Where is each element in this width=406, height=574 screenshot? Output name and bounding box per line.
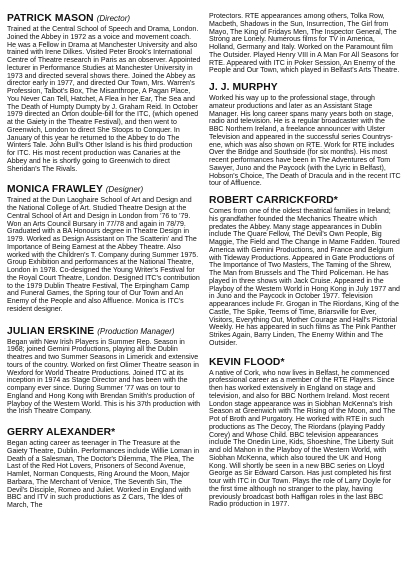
bio-monica-frawley [7, 184, 202, 313]
bio-name: MONICA FRAWLEY [7, 184, 103, 196]
bio-heading [209, 357, 401, 369]
right-column [209, 13, 401, 512]
bio-role: (Production Manager) [97, 326, 175, 336]
left-column [7, 13, 202, 513]
bio-gerry-alexander-continued [209, 13, 401, 75]
bio-name: PATRICK MASON [7, 13, 94, 24]
bio-text: Worked his way up to the professional stage, through amateur productions and later as an Assistant Stage Manager. His long career spans many years both on stage, radio and television. He is a regular broadcaster with the BBC Northern Ireland, a freelance announcer with Ulster Television and appeared in the successful series Countrys- ene, which was also shown on RTE. Work for RTE includes Over the Bridge and Southside (for six months). His most recent performances have been in The Adventures of Tom Sawyer, Juno and the Paycock (with the Lyric in Belfast), Hobson's Choice, The Death of Dracula and in the recent ITC tour of Affluence. [209, 95, 401, 188]
bio-text: Protectors. RTE appearances among others, Tolka Row, Macbeth, Shadows in the Sun, Insurrection, The Girl from Mayo, The King of Fridays Men, The Inspector General, The Strong are Lonely. Numerous films for TV in America, Holland, Germany and Italy. Worked on the Paramount film The Outsider. Played Henry VIII in A Man For All Seasons for RTE. Appeared with ITC in Poker Session, An Enemy of the People and Our Town, which played in Belfast's Arts Theatre. [209, 13, 400, 75]
bio-name: KEVIN FLOOD* [209, 356, 285, 368]
bio-text: Began acting career as teenager in The Treasure at the Gaiety Theatre, Dublin. Performances include Willie Loman in Death of a Salesman, The Doctor's Dilemma, The Plea, The Last of the Red Hot Lovers, Prisoners of Second Avenue, Hamlet, Norman Conquests, Ring Around the Moon, Major Barbara, The Merchant of Venice, The Seventh Sin, The Devil's Disciple, Romeo and Juliet. Worked in England with BBC and ITV in such productions as Z Cars, The Ides of March, The [7, 440, 200, 509]
bio-text: Trained at the Central School of Speech and Drama, London. Joined the Abbey in 1972 as a voice and movement coach. He was a Fellow in Drama at Manchester University and also trained with Irene Dilkes. Visited Peter Brook's International Centre of Theatre research in Paris as an observer. Appointed lecturer in Performance Studies at Manchester University in 1973 and directed several shows there. Joined the Abbey as director early in 1977, and directed Our Town, Mrs. Warren's Profession, Talbot's Box, The Misanthrope, A Pagan Place, You Never Can Tell, Hatchet, A Flea in her Ear, The Sea and The Death of Humpty Dumpty by J. Graham Reid. In October 1979 directed an Orton double-bill for the ITC, (which opened at the Gaiety in the Theatre Festival), and then went to Greenwich, London to direct She Stoops to Conquer. In January of this year he returned to the Abbey to do The Winters Tale. John Bull's Other Island is his third production for ITC. His most recent production was Canaries at the Abbey and he is shortly going to Greenwich to direct Sheridan's The Rivals. [7, 26, 201, 173]
bio-name: JULIAN ERSKINE [7, 325, 95, 337]
bio-text: Trained at the Dun Laoghaire School of Art and Design and the National College of Art. Studied Theatre Design at the Central School of Art and Design in London from '76 to '79. Won an Arts Council Bursary in 77/78 and again in 78/79. Graduated with a BA Honours degree in Theatre Design in 1979. Worked as Design Assistant on The Scatterin' and The Importance of Being Earnest at the Abbey Theatre. Also worked with the Children's T. Company during Summer 1975. Group Exhibition and performances at the National Theatre, London in 1978. Co-designed the Young Writer's Festival for the Royal Court Theatre, London. Designed ITC's contribution to the 1979 Dublin Theatre Festival, The Erpingham Camp and Funeral Games, the Spring tour of Our Town and An Enemy of the People and also Affluence. Monica is ITC's resident designer. [7, 197, 200, 313]
bio-heading [7, 184, 202, 196]
bio-text: A native of Cork, who now lives in Belfast, he commenced professional career as a member of the RTE Players. Since then has worked extensively in England on stage and television, and also for BBC Northern Ireland. Most recent London stage appearance was in Siobhan McKenna's Irish Season at Greenwich with The Rising of the Moon, and The Pot of Broth and Purgatory. He worked with RTE in such productions as The Decoy, The Riordans (playing Paddy Corey) and Whose Child. BBC television appearances include The Onedin Line, Kids, Shoeshine, The Liberty Suit and old Mahon in the Playboy of the Western World, with Siobhan McKenna, which also toured the UK and Hong Kong. Will shortly be seen in a new BBC series on Lloyd George as Sir Edward Carson. Has just completed his first tour with ITC in Our Town. Plays the role of Larry Doyle for the first time although no stranger to the play, having previously broadcast both Haffigan roles in the last BBC Radio production in 1977. [209, 369, 396, 509]
bio-name: ROBERT CARRICKFORD* [209, 195, 338, 206]
bio-heading [7, 326, 202, 338]
bio-role: (Designer) [105, 185, 144, 195]
bio-julian-erskine [7, 326, 202, 417]
bio-robert-carrickford [209, 195, 401, 348]
bio-role: (Director) [96, 14, 131, 23]
bio-patrick-mason [7, 13, 202, 173]
bio-text: Began with New Irish Players in Summer Rep. Season in 1968; joined Gemini Productions, playing all the Dublin theatres and two Summer Seasons in Limerick and extensive tours of the country. Worked on first Olimer Theatre season in Wexford for World Theatre Productions. Joined ITC at its inception in 1974 as Stage Director and has been with the company ever since. During Summer '77 was on tour to England and Hong Kong with Brendan Smith's production of Playboy of the Western World. This is his 37th production with the Irish Theatre Company. [7, 338, 201, 416]
bio-jj-murphy [209, 82, 401, 188]
bio-heading [7, 13, 202, 25]
bio-heading [209, 82, 401, 94]
bio-name: GERRY ALEXANDER* [7, 427, 116, 438]
bio-kevin-flood [209, 357, 401, 510]
bio-name: J. J. MURPHY [209, 82, 278, 93]
bio-gerry-alexander [7, 427, 202, 510]
bio-text: Comes from one of the oldest theatrical families in Ireland; his grandfather founded the Mechanics Theatre which predates the Abbey. Many stage appearances in Dublin include The Quare Fellow, The Devil's Own People, Big Maggie, The Field and The Change in Mame Fadden. Toured America with Gemini Productions, and France and Belgium with Tideway Productions. Appeared in Gate Productions of The Importance of Two Masters, The Taming of the Shrew, The Man from Brussels and The Third Policeman. He has played in three shows with Jack Cruise. Appeared in the Playboy of the Western World in Hong Kong in July 1977 and in Juno and the Paycock in October 1977. Television appearances include Fr. Grogan in The Riordans, King of the Castle, The Spike, Teems of Time, Briarsville for Ever, Visitors, Everything Out, Mother Courage and Hall's Pictorial Weekly. He has appeared in such films as The Pink Panther Strikes Again, Barry Linden, The Enemy Within and The Outsider. [209, 208, 400, 347]
bio-heading [209, 195, 401, 207]
bio-heading [7, 427, 202, 439]
